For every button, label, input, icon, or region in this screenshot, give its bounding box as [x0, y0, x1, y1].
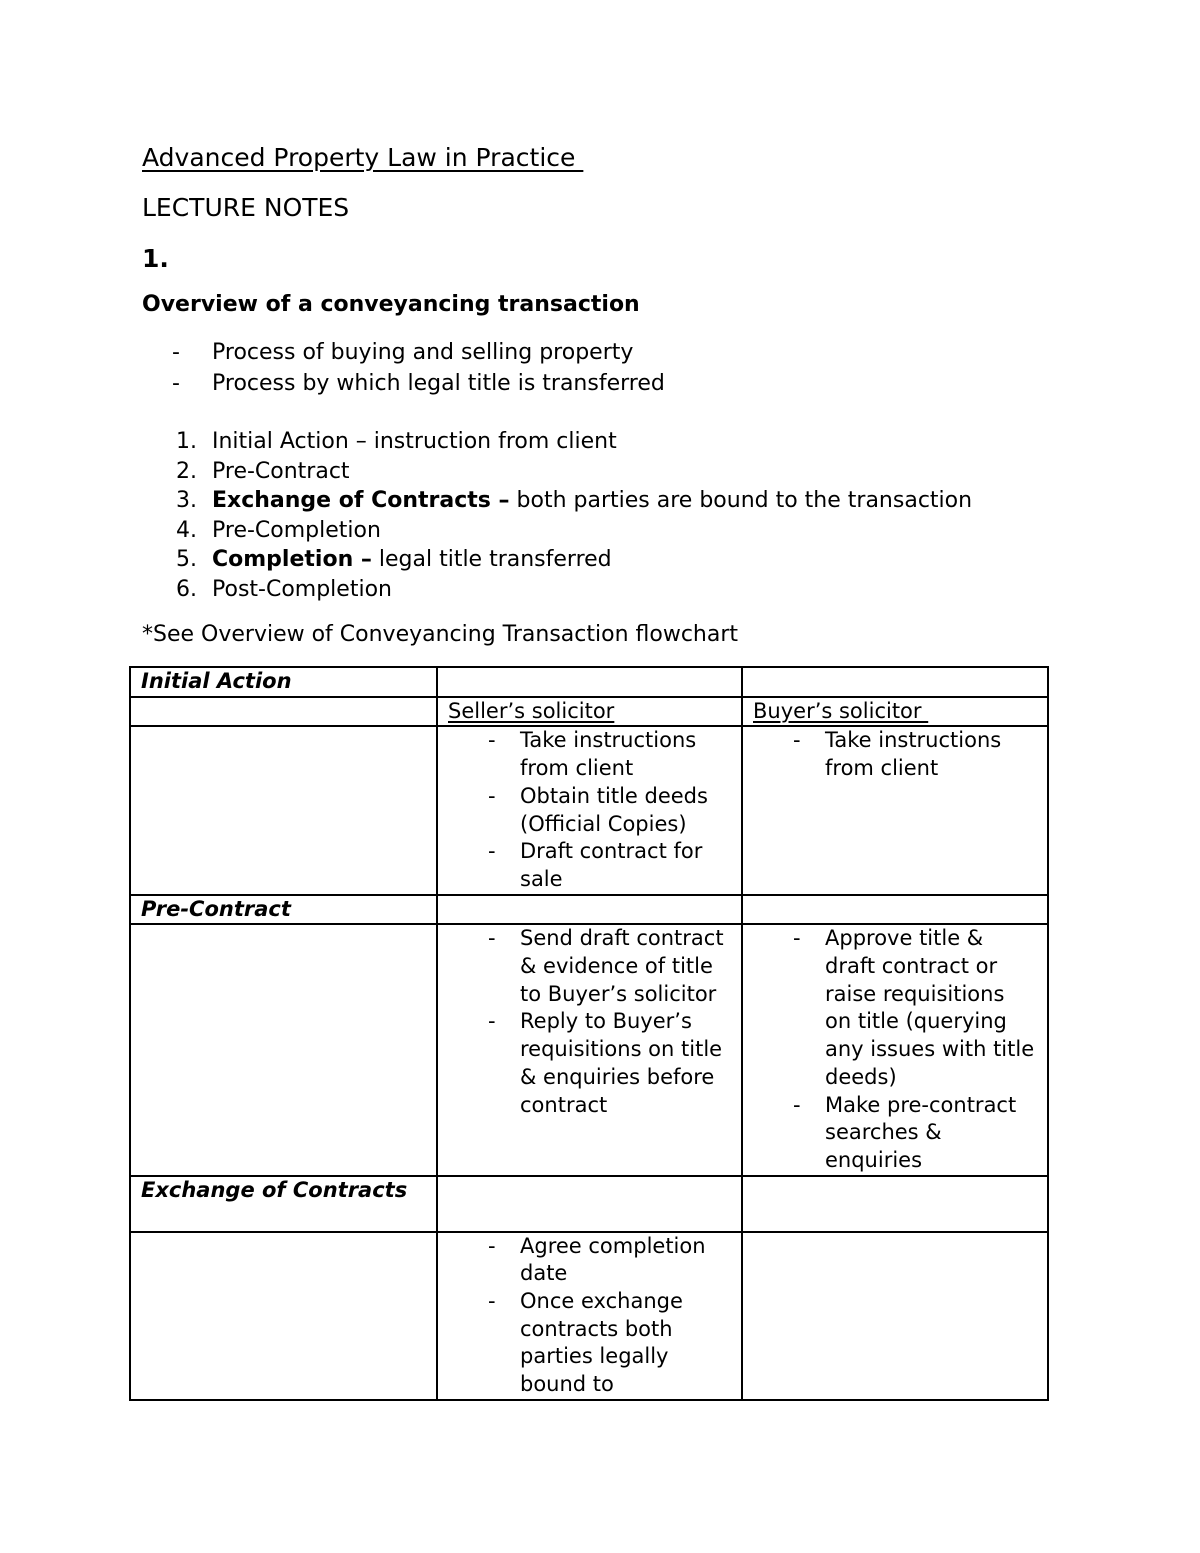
buyer-tasks-cell [742, 726, 1048, 894]
list-item: - Draft contract for sale [488, 839, 703, 891]
conveyancing-table [129, 666, 1049, 1401]
table-row [130, 726, 1048, 894]
empty-cell [742, 895, 1048, 925]
list-item: - Make pre-contract searches & enquiries [793, 1092, 1017, 1172]
list-item: 5. Completion – legal title transferred [176, 547, 612, 572]
list-item: 2. Pre-Contract [176, 458, 350, 484]
table-row [130, 895, 1048, 925]
empty-cell [130, 924, 437, 1175]
lecture-notes-heading: LECTURE NOTES [142, 193, 350, 222]
seller-tasks-cell [437, 726, 742, 894]
stage-label: Pre-Contract [130, 895, 437, 925]
buyer-tasks-cell [742, 924, 1048, 1175]
list-item: - Process of buying and selling property [172, 337, 665, 368]
empty-cell [437, 895, 742, 925]
empty-cell [130, 726, 437, 894]
empty-cell [437, 667, 742, 697]
list-item: - Approve title & draft contract or raise requisitions on title (querying any issues with title deeds) [793, 926, 1035, 1089]
stage-label: Exchange of Contracts [130, 1176, 437, 1232]
list-item: - Once exchange contracts both parties legally bound to [488, 1289, 683, 1397]
document-title: Advanced Property Law in Practice [142, 143, 584, 172]
section-number: 1. [142, 244, 169, 273]
buyer-tasks-cell [742, 1232, 1048, 1400]
list-item: 3. Exchange of Contracts – both parties are bound to the transaction [176, 488, 973, 513]
seller-tasks-cell [437, 1232, 742, 1400]
list-item: - Process by which legal title is transferred [172, 368, 665, 399]
list-item: - Reply to Buyer’s requisitions on title & enquiries before contract [488, 1009, 723, 1117]
list-item: 6. Post-Completion [176, 576, 392, 602]
list-item: - Agree completion date [488, 1233, 706, 1286]
empty-cell [130, 697, 437, 727]
dash-bullet: - [172, 371, 180, 396]
empty-cell [437, 1176, 742, 1232]
buyer-column-header: Buyer’s solicitor [742, 697, 1048, 727]
list-item: - Obtain title deeds (Official Copies) [488, 783, 708, 836]
list-item: - Take instructions from client [793, 728, 1002, 781]
overview-bullet-list [172, 337, 665, 399]
seller-tasks-cell [437, 924, 742, 1175]
table-row [130, 1232, 1048, 1400]
table-row [130, 924, 1048, 1175]
list-item: - Send draft contract & evidence of title to Buyer’s solicitor [488, 926, 724, 1006]
table-row [130, 667, 1048, 697]
empty-cell [742, 667, 1048, 697]
dash-bullet: - [172, 340, 180, 365]
flowchart-note: *See Overview of Conveyancing Transaction flowchart [142, 622, 739, 647]
stage-label: Initial Action [130, 667, 437, 697]
empty-cell [742, 1176, 1048, 1232]
section-title: Overview of a conveyancing transaction [142, 292, 640, 317]
empty-cell [130, 1232, 437, 1400]
list-item: 4. Pre-Completion [176, 517, 381, 543]
table-row [130, 697, 1048, 727]
list-item: 1. Initial Action – instruction from client [176, 429, 617, 454]
transaction-steps-list [172, 427, 972, 604]
table-row [130, 1176, 1048, 1232]
list-item: - Take instructions from client [488, 728, 697, 781]
seller-column-header: Seller’s solicitor [437, 697, 742, 727]
